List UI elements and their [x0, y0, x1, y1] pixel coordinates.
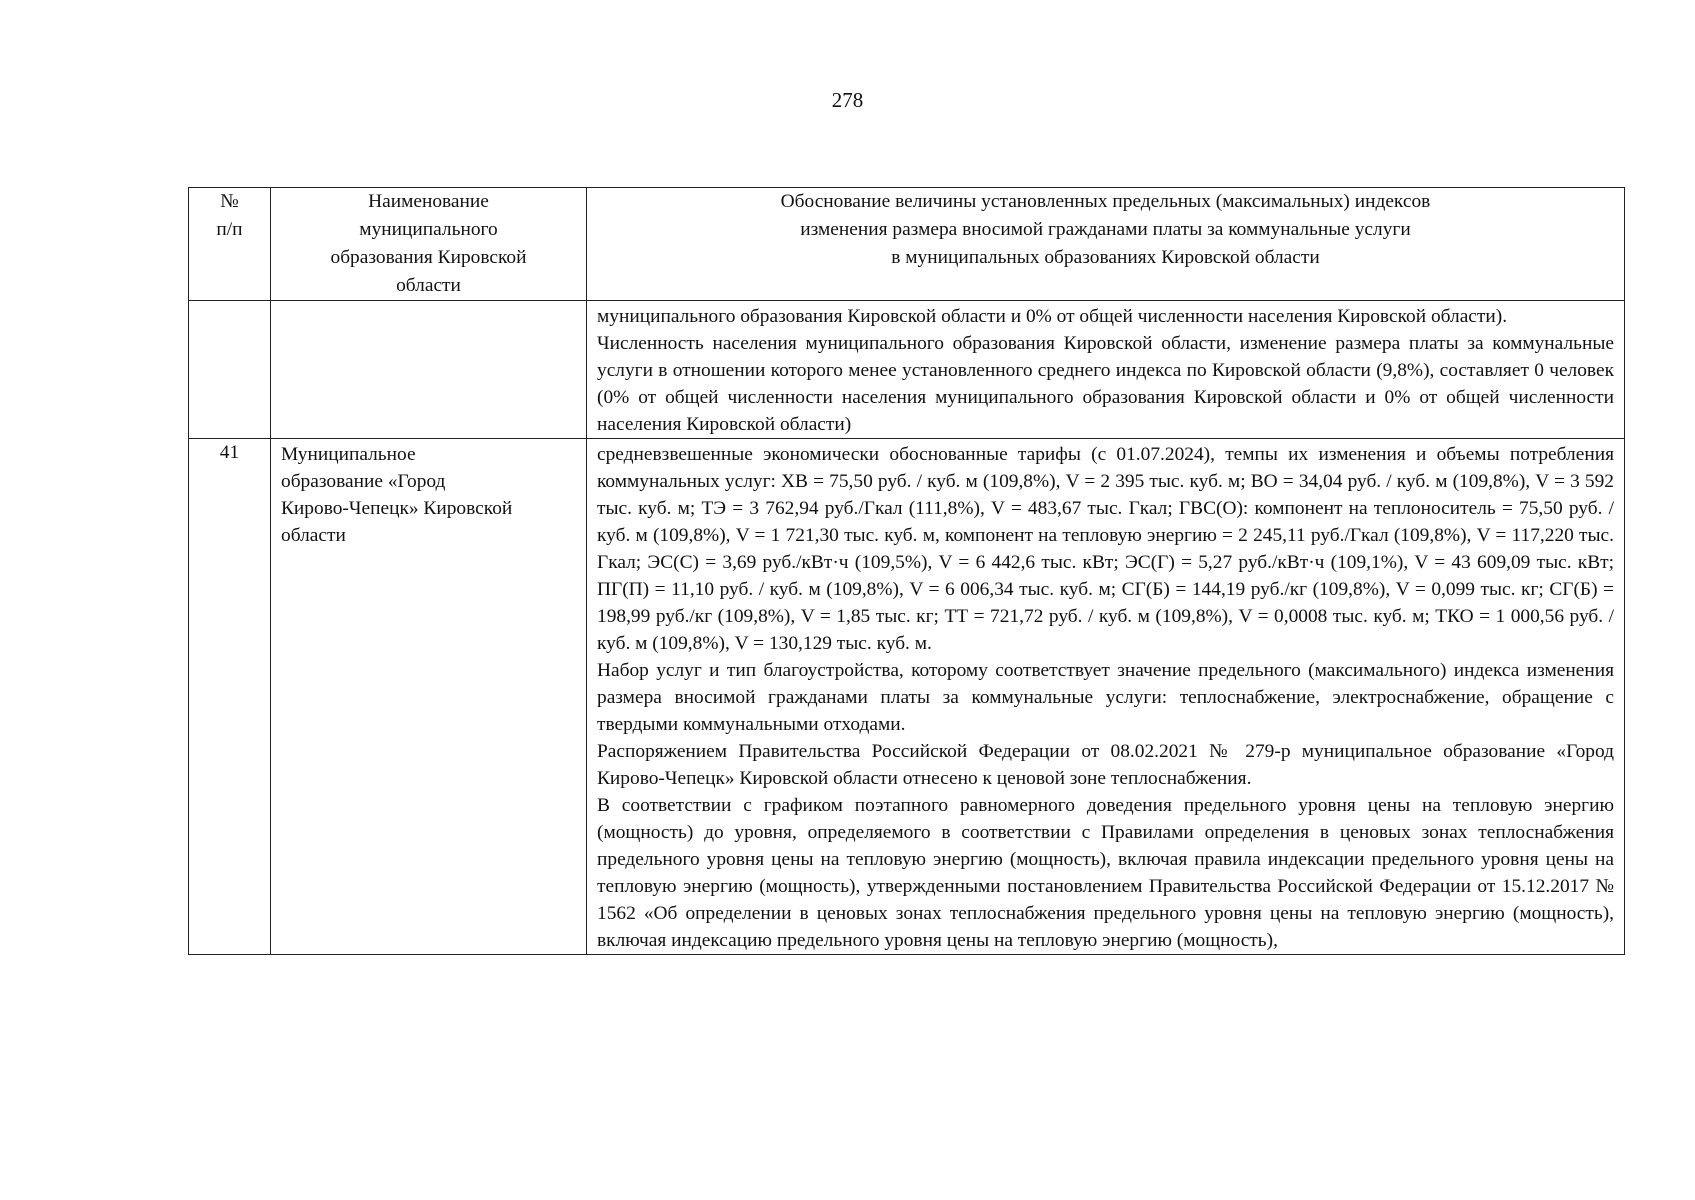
header-number-line: №: [220, 191, 239, 212]
table-row: [189, 301, 1625, 439]
header-name-line: муниципального: [359, 219, 498, 240]
row-number: [189, 301, 271, 439]
row-justification: [587, 301, 1625, 439]
header-name-line: области: [396, 275, 461, 296]
page-number: 278: [831, 88, 864, 112]
justification-paragraph: Набор услуг и тип благоустройства, которому соответствует значение предельного (максимального) индекса изменения размера вносимой гражданами платы за коммунальные услуги: теплоснабжение, электроснабжение, обращение с твердыми коммунальными отходами.: [597, 660, 1614, 735]
header-justification-line: в муниципальных образованиях Кировской области: [891, 247, 1320, 268]
justification-paragraph: В соответствии с графиком поэтапного равномерного доведения предельного уровня цены на тепловую энергию (мощность) до уровня, определяемого в соответствии с Правилами определения в ценовых зонах теплоснабжения предельного уровня цены на тепловую энергию (мощность), включая правила индексации предельного уровня цены на тепловую энергию (мощность), утвержденными постановлением Правительства Российской Федерации от 15.12.2017 № 1562 «Об определении в ценовых зонах теплоснабжения предельного уровня цены на тепловую энергию (мощность), включая индексацию предельного уровня цены на тепловую энергию (мощность),: [597, 795, 1614, 951]
header-justification: [587, 188, 1625, 301]
header-name-line: Наименование: [368, 191, 489, 212]
row-municipality-name: [271, 439, 587, 955]
row-municipality-name: [271, 301, 587, 439]
justification-paragraph: Численность населения муниципального образования Кировской области, изменение размера платы за коммунальные услуги в отношении которого менее установленного среднего индекса по Кировской области (9,8%), составляет 0 человек (0% от общей численности населения муниципального образования Кировской области и 0% от общей численности населения Кировской области): [597, 333, 1614, 435]
municipality-name-line: области: [281, 525, 346, 546]
tariff-index-table: [188, 187, 1625, 955]
municipality-name-line: Муниципальное: [281, 444, 416, 465]
header-justification-line: изменения размера вносимой гражданами платы за коммунальные услуги: [800, 219, 1411, 240]
table-header-row: [189, 188, 1625, 301]
municipality-name-line: образование «Город: [281, 471, 446, 492]
justification-paragraph: средневзвешенные экономически обоснованные тарифы (с 01.07.2024), темпы их изменения и объемы потребления коммунальных услуг: ХВ = 75,50 руб. / куб. м (109,8%), V = 2 395 тыс. куб. м; ВО = 34,04 руб. / куб. м (109,8%), V = 3 592 тыс. куб. м; ТЭ = 3 762,94 руб./Гкал (111,8%), V = 483,67 тыс. Гкал; ГВС(О): компонент на теплоноситель = 75,50 руб. / куб. м (109,8%), V = 1 721,30 тыс. куб. м, компонент на тепловую энергию = 2 245,11 руб./Гкал (109,8%), V = 117,220 тыс. Гкал; ЭС(С) = 3,69 руб./кВт·ч (109,5%), V = 6 442,6 тыс. кВт; ЭС(Г) = 5,27 руб./кВт·ч (109,1%), V = 43 609,09 тыс. кВт; ПГ(П) = 11,10 руб. / куб. м (109,8%), V = 6 006,34 тыс. куб. м; СГ(Б) = 144,19 руб./кг (109,8%), V = 0,099 тыс. кг; СГ(Б) = 198,99 руб./кг (109,8%), V = 1,85 тыс. кг; ТТ = 721,72 руб. / куб. м (109,8%), V = 0,0008 тыс. куб. м; ТКО = 1 000,56 руб. / куб. м (109,8%), V = 130,129 тыс. куб. м.: [597, 444, 1614, 654]
header-number: [189, 188, 271, 301]
header-number-line: п/п: [216, 219, 243, 240]
justification-paragraph: Распоряжением Правительства Российской Федерации от 08.02.2021 № 279-р муниципальное образование «Город Кирово-Чепецк» Кировской области отнесено к ценовой зоне теплоснабжения.: [597, 741, 1614, 789]
header-name-line: образования Кировской: [330, 247, 527, 268]
justification-paragraph: муниципального образования Кировской области и 0% от общей численности населения Кировской области).: [597, 306, 1508, 327]
header-name: [271, 188, 587, 301]
table-row: [189, 439, 1625, 955]
row-justification: [587, 439, 1625, 955]
municipality-name-line: Кирово-Чепецк» Кировской: [281, 498, 513, 519]
header-justification-line: Обоснование величины установленных предельных (максимальных) индексов: [780, 191, 1431, 212]
row-number: 41: [189, 439, 271, 955]
